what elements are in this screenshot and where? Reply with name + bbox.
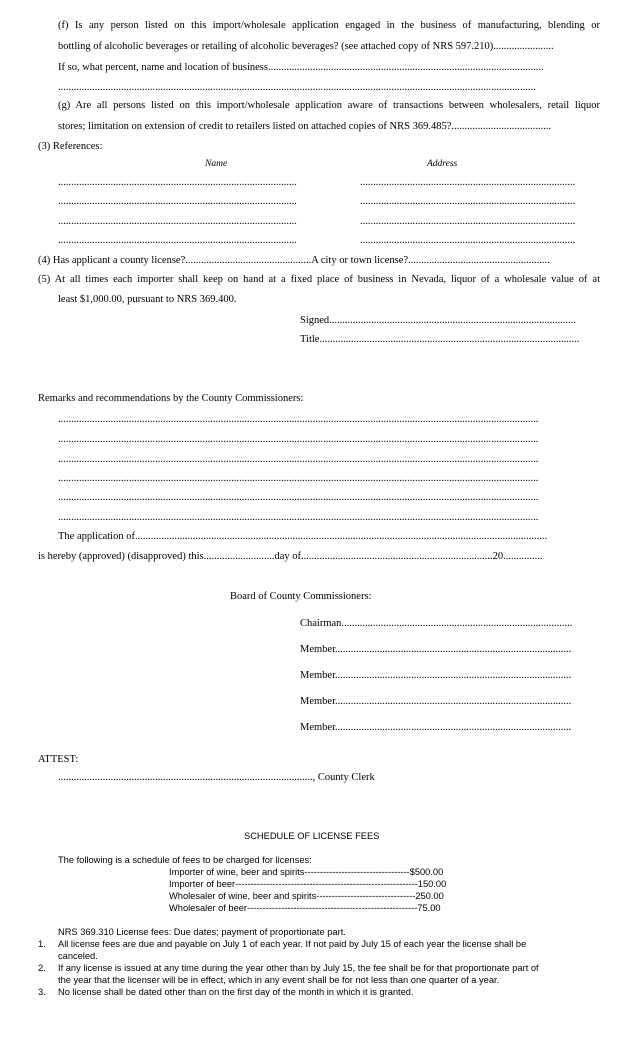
fee-line: Wholesaler of beer-------------------------------------------------------75.00 [169, 903, 441, 913]
item-number: 1. [38, 939, 46, 949]
remarks-line[interactable]: ....................................................................................................................................................................................... [58, 454, 539, 465]
remarks-heading: Remarks and recommendations by the County Commissioners: [38, 393, 304, 404]
section-5-line-2: least $1,000.00, pursuant to NRS 369.400. [58, 294, 237, 305]
section-g-line-2[interactable]: stores; limitation on extension of credit to retailers listed on attached copies of NRS 369.485?...................................... [58, 121, 552, 132]
county-clerk-field[interactable]: ................................................................................................., County Clerk [58, 772, 375, 783]
section-f-line-1: (f) Is any person listed on this import/wholesale application engaged in the business of manufacturing, blending or [58, 20, 600, 31]
item-text: No license shall be dated other than on the first day of the month in which it is granted. [58, 987, 414, 997]
member-field[interactable]: Member.......................................................................................... [300, 696, 572, 707]
nrs-heading: NRS 369.310 License fees: Due dates; payment of proportionate part. [58, 927, 346, 937]
reference-name-field[interactable]: ........................................................................................... [58, 177, 297, 188]
remarks-line[interactable]: ....................................................................................................................................................................................... [58, 512, 539, 523]
fee-line: Wholesaler of wine, beer and spirits--------------------------------250.00 [169, 891, 444, 901]
chairman-field[interactable]: Chairman........................................................................................ [300, 618, 573, 629]
schedule-intro: The following is a schedule of fees to be charged for licenses: [58, 855, 312, 865]
reference-name-field[interactable]: ........................................................................................... [58, 216, 297, 227]
approval-line[interactable]: is hereby (approved) (disapproved) this...........................day of.........................................................................20............... [38, 551, 543, 562]
reference-address-field[interactable]: .................................................................................. [360, 235, 576, 246]
fee-line: Importer of beer-----------------------------------------------------------150.00 [169, 879, 447, 889]
attest-label: ATTEST: [38, 754, 79, 765]
item-text: the year that the licenser will be in effect, which in any event shall be for not less than one quarter of a year. [58, 975, 500, 985]
reference-name-field[interactable]: ........................................................................................... [58, 235, 297, 246]
reference-address-field[interactable]: .................................................................................. [360, 177, 576, 188]
references-address-label: Address [427, 159, 458, 169]
remarks-line[interactable]: ....................................................................................................................................................................................... [58, 414, 539, 425]
remarks-line[interactable]: ....................................................................................................................................................................................... [58, 492, 539, 503]
fee-line: Importer of wine, beer and spirits----------------------------------$500.00 [169, 867, 444, 877]
item-number: 2. [38, 963, 46, 973]
section-g-line-1: (g) Are all persons listed on this import/wholesale application aware of transactions between wholesalers, retail liquor [58, 100, 600, 111]
reference-name-field[interactable]: ........................................................................................... [58, 196, 297, 207]
item-text: If any license is issued at any time during the year other than by July 15, the fee shall be for that proportionate part of [58, 963, 539, 973]
section-f-line-3[interactable]: If so, what percent, name and location of business......................................................................................................... [58, 62, 544, 73]
member-field[interactable]: Member.......................................................................................... [300, 644, 572, 655]
item-number: 3. [38, 987, 46, 997]
member-field[interactable]: Member.......................................................................................... [300, 670, 572, 681]
county-license-question[interactable]: (4) Has applicant a county license?................................................A city or town license?...................................................... [38, 255, 550, 266]
board-heading: Board of County Commissioners: [230, 591, 372, 602]
reference-address-field[interactable]: .................................................................................. [360, 216, 576, 227]
remarks-line[interactable]: ....................................................................................................................................................................................... [58, 434, 539, 445]
section-f-answer-line[interactable]: ...................................................................................................................................................................................... [58, 82, 536, 93]
member-field[interactable]: Member.......................................................................................... [300, 722, 572, 733]
section-5-line-1: (5) At all times each importer shall keep on hand at a fixed place of business in Nevada, liquor of a wholesale value of at [38, 274, 600, 285]
item-text: canceled. [58, 951, 98, 961]
section-f-line-2: bottling of alcoholic beverages or retailing of alcoholic beverages? (see attached copy of NRS 597.210)....................... [58, 41, 554, 52]
reference-address-field[interactable]: .................................................................................. [360, 196, 576, 207]
title-field[interactable]: Title................................................................................................... [300, 334, 580, 345]
item-text: All license fees are due and payable on July 1 of each year. If not paid by July 15 of each year the license shall be [58, 939, 527, 949]
remarks-line[interactable]: ....................................................................................................................................................................................... [58, 473, 539, 484]
references-heading: (3) References: [38, 141, 103, 152]
schedule-title: SCHEDULE OF LICENSE FEES [244, 831, 380, 841]
references-name-label: Name [205, 159, 228, 169]
signed-field[interactable]: Signed.............................................................................................. [300, 315, 576, 326]
application-of-field[interactable]: The application of............................................................................................................................................................. [58, 531, 548, 542]
